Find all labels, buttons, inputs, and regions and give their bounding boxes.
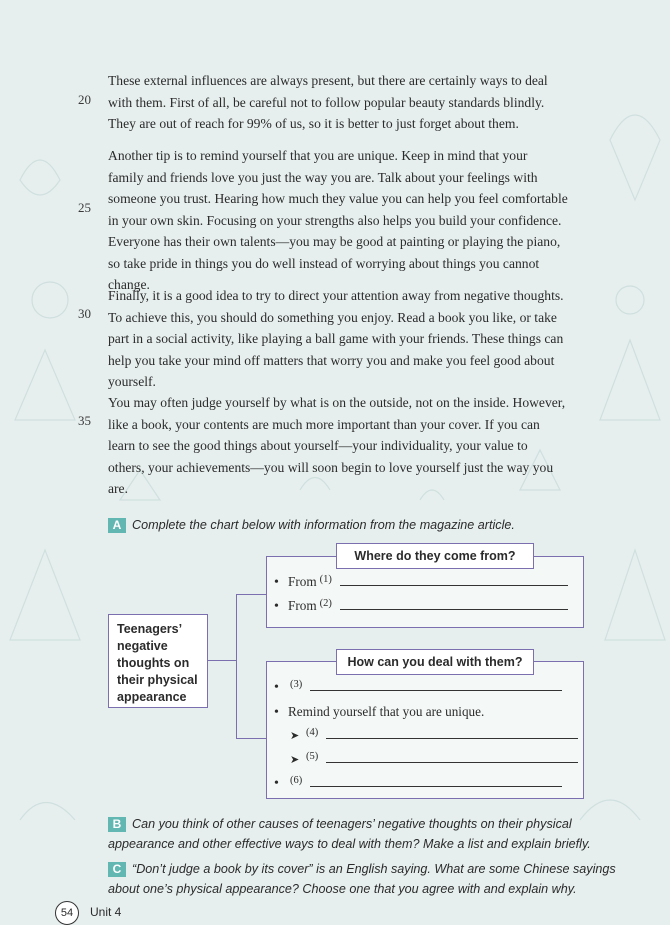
- question-line: appearance and other effective ways to deal with them? Make a list and explain briefly.: [108, 837, 591, 851]
- text-line: They are out of reach for 99% of us, so it is better to just forget about them.: [108, 116, 519, 131]
- text-line: learn to see the good things about yourself—your individuality, your value to: [108, 438, 528, 453]
- article-paragraph-1: [108, 70, 588, 135]
- bullet-icon: •: [274, 705, 279, 720]
- text-line: help you take your mind off matters that worry you and make you feel good about: [108, 352, 555, 368]
- text-line: are.: [108, 481, 128, 496]
- blank-number: (4): [306, 727, 319, 738]
- topic-line: their physical: [117, 673, 198, 687]
- text-line: someone you trust. Hearing how much they value you can help you feel comfortable: [108, 191, 568, 206]
- arrow-bullet-icon: ➤: [290, 730, 300, 742]
- sources-box-title: Where do they come from?: [336, 543, 534, 569]
- text-line: others, your achievements—you will soon begin to love yourself just the way you: [108, 459, 554, 475]
- connector-line: [236, 594, 266, 595]
- row-text: From: [288, 574, 317, 589]
- article-paragraph-2: [108, 145, 588, 296]
- bullet-icon: •: [274, 575, 279, 590]
- bullet-icon: •: [274, 776, 279, 791]
- article-paragraph-4: [108, 392, 588, 500]
- sources-row-1: [274, 574, 568, 591]
- topic-line: appearance: [117, 690, 187, 704]
- answer-blank-1[interactable]: [340, 575, 568, 586]
- text-line: with them. First of all, be careful not to follow popular beauty standards blindly.: [108, 94, 545, 110]
- text-line: family and friends love you just the way you are. Talk about your feelings with: [108, 169, 538, 185]
- article-paragraph-3: [108, 285, 588, 393]
- chart-topic-box: [108, 614, 208, 708]
- sources-row-2: [274, 598, 568, 615]
- answer-blank-5[interactable]: [326, 752, 578, 763]
- topic-line: thoughts on: [117, 656, 190, 670]
- solutions-row-4: [290, 728, 578, 742]
- question-line: about one’s physical appearance? Choose one that you agree with and explain why.: [108, 882, 577, 896]
- blank-number: (3): [290, 679, 303, 690]
- line-number: 25: [78, 200, 91, 215]
- solutions-row-6: [274, 776, 562, 792]
- bullet-icon: •: [274, 599, 279, 614]
- connector-line: [208, 660, 236, 661]
- answer-blank-4[interactable]: [326, 728, 578, 739]
- text-line: in your own skin. Focusing on your strengths also helps you build your confidence.: [108, 212, 562, 228]
- blank-number: (1): [319, 574, 332, 585]
- exercise-b-label: B: [108, 817, 126, 832]
- text-line: like a book, your contents are much more important than your cover. If you can: [108, 416, 540, 432]
- answer-blank-3[interactable]: [310, 680, 562, 691]
- connector-line: [236, 738, 266, 739]
- text-line: change.: [108, 277, 150, 292]
- solutions-row-unique: [274, 704, 484, 721]
- solutions-box-title: How can you deal with them?: [336, 649, 534, 675]
- row-text: Remind yourself that you are unique.: [288, 704, 485, 719]
- text-line: Everyone has their own talents—you may be good at painting or playing the piano,: [108, 234, 561, 249]
- exercise-c-question: [108, 859, 616, 899]
- solutions-row-3: [274, 680, 562, 696]
- line-number: 30: [78, 306, 91, 321]
- arrow-bullet-icon: ➤: [290, 754, 300, 766]
- exercise-c-label: C: [108, 862, 126, 877]
- text-line: Another tip is to remind yourself that you are unique. Keep in mind that your: [108, 148, 528, 163]
- text-line: part in a social activity, like playing a ball game with your friends. These things can: [108, 331, 564, 346]
- connector-line: [236, 594, 237, 738]
- line-number: 20: [78, 92, 91, 107]
- blank-number: (2): [319, 598, 332, 609]
- answer-blank-2[interactable]: [340, 599, 568, 610]
- row-text: From: [288, 598, 317, 613]
- text-line: You may often judge yourself by what is on the outside, not on the inside. However,: [108, 395, 566, 410]
- text-line: Finally, it is a good idea to try to direct your attention away from negative thoughts.: [108, 288, 564, 303]
- answer-blank-6[interactable]: [310, 776, 562, 787]
- bullet-icon: •: [274, 680, 279, 695]
- exercise-a-instruction: Complete the chart below with information from the magazine article.: [132, 518, 515, 532]
- text-line: These external influences are always present, but there are certainly ways to deal: [108, 73, 548, 88]
- text-line: so take pride in things you do well instead of worrying about things you cannot: [108, 255, 540, 271]
- question-line: Can you think of other causes of teenagers’ negative thoughts on their physical: [132, 817, 572, 831]
- question-line: “Don’t judge a book by its cover” is an English saying. What are some Chinese sayings: [132, 862, 616, 876]
- topic-line: Teenagers’: [117, 622, 183, 636]
- topic-line: negative: [117, 639, 168, 653]
- text-line: To achieve this, you should do something you enjoy. Read a book you like, or take: [108, 309, 557, 325]
- blank-number: (6): [290, 775, 303, 786]
- page-number: 54: [55, 901, 79, 925]
- solutions-row-5: [290, 752, 578, 766]
- unit-label: Unit 4: [90, 905, 122, 919]
- exercise-b-question: [108, 814, 591, 854]
- text-line: yourself.: [108, 374, 156, 389]
- exercise-a-label: A: [108, 518, 126, 533]
- line-number: 35: [78, 413, 91, 428]
- blank-number: (5): [306, 751, 319, 762]
